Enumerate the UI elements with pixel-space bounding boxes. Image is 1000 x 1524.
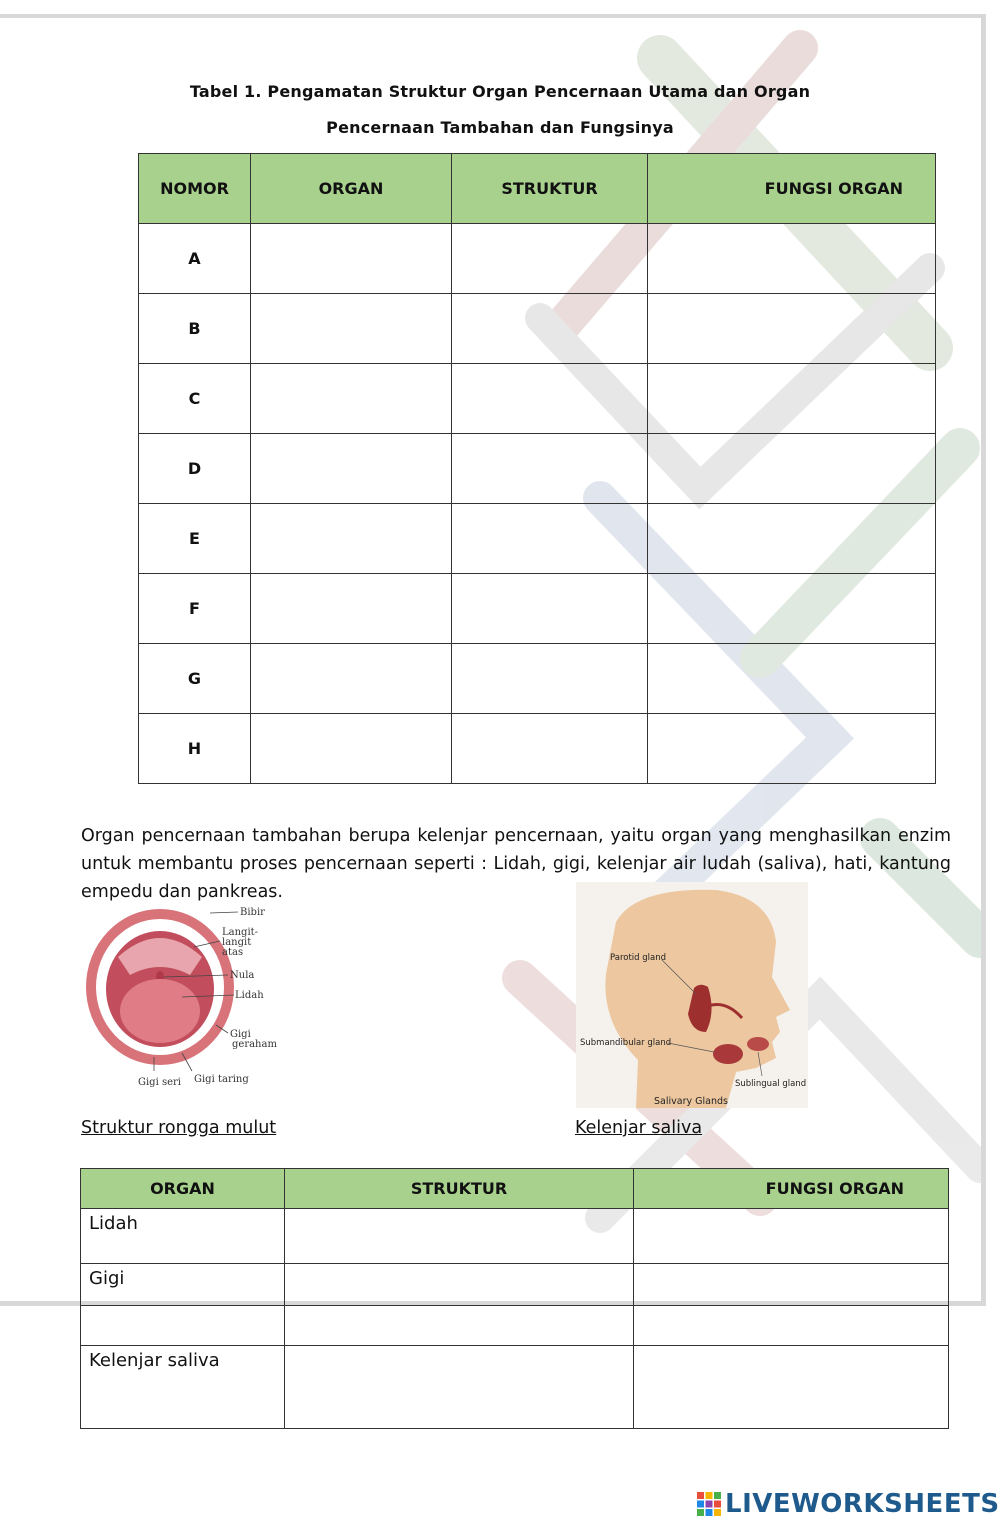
organ-name-cell: Lidah	[81, 1209, 285, 1264]
table-row	[139, 574, 936, 644]
salivary-gland-figure	[576, 882, 808, 1108]
intro-paragraph: Organ pencernaan tambahan berupa kelenjar pencernaan, yaitu organ yang menghasilkan enzim untuk membantu proses pencernaan seperti : Lidah, gigi, kelenjar air ludah (saliva), hati, kantung empedu dan pankreas.	[81, 826, 951, 902]
row-label: G	[139, 644, 251, 714]
label-geraham-1: Gigi	[230, 1029, 251, 1040]
organ-cell[interactable]	[251, 644, 452, 714]
row-label: H	[139, 714, 251, 784]
organ-cell[interactable]	[251, 294, 452, 364]
header-nomor: NOMOR	[139, 154, 251, 224]
organ-cell[interactable]	[251, 434, 452, 504]
header-struktur: STRUKTUR	[452, 154, 648, 224]
label-lidah: Lidah	[235, 990, 264, 1001]
struktur-cell[interactable]	[452, 574, 648, 644]
table-row	[139, 434, 936, 504]
row-label: C	[139, 364, 251, 434]
label-bibir: Bibir	[240, 907, 265, 918]
table-row	[139, 504, 936, 574]
label-parotid: Parotid gland	[610, 953, 667, 963]
fungsi-cell[interactable]	[634, 1209, 949, 1264]
struktur-cell[interactable]	[452, 434, 648, 504]
label-submandibular: Submandibular gland	[580, 1038, 672, 1048]
accessory-organ-table	[80, 1168, 949, 1429]
table-row	[139, 644, 936, 714]
table1-title-line1: Tabel 1. Pengamatan Struktur Organ Pencernaan Utama dan Organ	[189, 82, 811, 101]
fungsi-cell[interactable]	[648, 714, 936, 784]
tongue-shape	[120, 979, 200, 1043]
row-label: A	[139, 224, 251, 294]
table-row	[139, 714, 936, 784]
table-header-row	[139, 154, 936, 224]
organ-cell[interactable]	[251, 574, 452, 644]
struktur-cell[interactable]	[285, 1209, 634, 1264]
header-struktur: STRUKTUR	[285, 1169, 634, 1209]
table-row	[81, 1306, 949, 1346]
fungsi-cell[interactable]	[634, 1306, 949, 1346]
label-langit-3: atas	[222, 947, 244, 958]
fungsi-cell[interactable]	[648, 224, 936, 294]
organ-name-cell: Gigi	[81, 1264, 285, 1306]
fungsi-cell[interactable]	[634, 1264, 949, 1306]
organ-name-cell: Kelenjar saliva	[81, 1346, 285, 1429]
table-row	[81, 1264, 949, 1306]
table-row	[139, 364, 936, 434]
struktur-cell[interactable]	[285, 1264, 634, 1306]
row-label: B	[139, 294, 251, 364]
fungsi-cell[interactable]	[648, 294, 936, 364]
row-label: F	[139, 574, 251, 644]
header-fungsi-organ: FUNGSI ORGAN	[634, 1169, 949, 1209]
organ-cell[interactable]	[251, 714, 452, 784]
table-row	[139, 294, 936, 364]
header-organ: ORGAN	[81, 1169, 285, 1209]
header-organ: ORGAN	[251, 154, 452, 224]
fungsi-cell[interactable]	[648, 364, 936, 434]
table-row	[81, 1346, 949, 1429]
label-gigi-seri: Gigi seri	[138, 1077, 181, 1088]
struktur-cell[interactable]	[452, 504, 648, 574]
table-row	[81, 1209, 949, 1264]
label-langit-1: Langit-	[222, 927, 259, 938]
fungsi-cell[interactable]	[648, 644, 936, 714]
mouth-caption: Struktur rongga mulut	[81, 1118, 277, 1138]
saliva-caption: Kelenjar saliva	[575, 1118, 703, 1138]
row-label: D	[139, 434, 251, 504]
label-nula: Nula	[230, 970, 255, 981]
organ-cell[interactable]	[251, 224, 452, 294]
table-header-row	[81, 1169, 949, 1209]
mouth-cavity-figure	[82, 905, 282, 1090]
label-langit-2: langit	[222, 937, 252, 948]
label-gigi-taring: Gigi taring	[194, 1074, 249, 1085]
header-fungsi-organ: FUNGSI ORGAN	[648, 154, 936, 224]
logo-grid-icon	[697, 1492, 721, 1516]
struktur-cell[interactable]	[452, 714, 648, 784]
fungsi-cell[interactable]	[648, 434, 936, 504]
organ-observation-table	[138, 153, 936, 784]
submandibular-gland-shape	[713, 1044, 743, 1064]
table1-title-line2: Pencernaan Tambahan dan Fungsinya	[326, 118, 674, 137]
row-label: E	[139, 504, 251, 574]
fungsi-cell[interactable]	[634, 1346, 949, 1429]
organ-name-cell	[81, 1306, 285, 1346]
organ-cell[interactable]	[251, 364, 452, 434]
label-geraham-2: geraham	[232, 1039, 277, 1050]
label-salivary-title: Salivary Glands	[654, 1096, 728, 1107]
fungsi-cell[interactable]	[648, 574, 936, 644]
struktur-cell[interactable]	[452, 644, 648, 714]
label-sublingual: Sublingual gland	[735, 1079, 807, 1089]
table-row	[139, 224, 936, 294]
liveworksheets-logo[interactable]	[697, 1488, 1000, 1520]
struktur-cell[interactable]	[452, 294, 648, 364]
organ-cell[interactable]	[251, 504, 452, 574]
logo-text: LIVEWORKSHEETS	[725, 1489, 1000, 1519]
struktur-cell[interactable]	[452, 224, 648, 294]
struktur-cell[interactable]	[452, 364, 648, 434]
struktur-cell[interactable]	[285, 1346, 634, 1429]
sublingual-gland-shape	[747, 1037, 769, 1051]
fungsi-cell[interactable]	[648, 504, 936, 574]
struktur-cell[interactable]	[285, 1306, 634, 1346]
